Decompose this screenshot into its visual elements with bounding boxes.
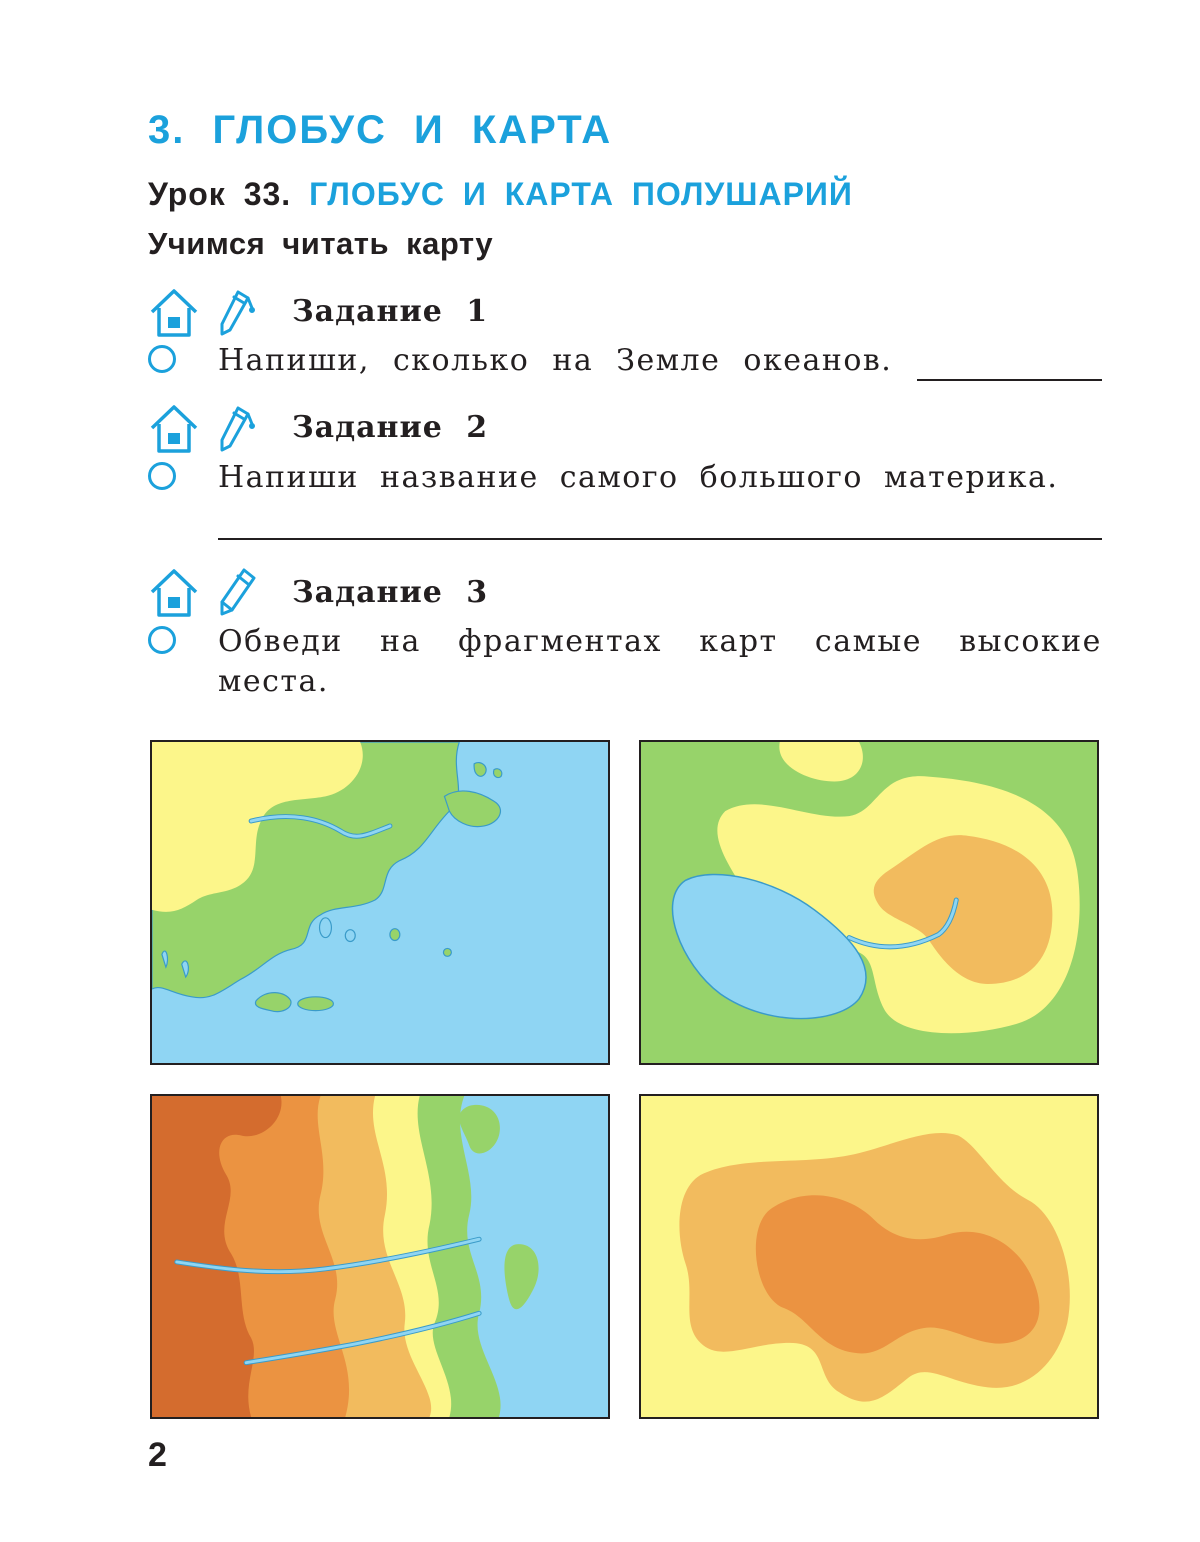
task-3-word: Обведи <box>218 624 343 659</box>
task-2-icons <box>148 402 266 456</box>
task-3-heading: Задание 3 <box>292 575 489 610</box>
task-2-heading: Задание 2 <box>292 410 489 445</box>
task-1-icons <box>148 286 266 340</box>
task-3-word: самые <box>814 624 923 659</box>
map-fragment-mountains <box>150 1094 610 1419</box>
map-fragment-lake <box>639 740 1099 1065</box>
task-3-icons <box>148 566 266 620</box>
lesson-heading <box>148 176 853 213</box>
task-2-text: Напиши название самого большого материка. <box>218 460 1059 495</box>
chapter-title: 3. ГЛОБУС И КАРТА <box>148 108 613 152</box>
task-3-text-line1 <box>218 624 1102 659</box>
pencil-icon <box>222 570 254 614</box>
task-3-word: карт <box>699 624 778 659</box>
map-fragment-upland <box>639 1094 1099 1419</box>
task-2-checkbox[interactable] <box>148 462 176 490</box>
house-icon <box>152 407 196 451</box>
task-3-word: высокие <box>959 624 1102 659</box>
task-3-word: фрагментах <box>458 624 662 659</box>
task-1-answer-line[interactable] <box>917 379 1102 381</box>
lesson-title: ГЛОБУС И КАРТА ПОЛУШАРИЙ <box>309 176 853 212</box>
task-3-word: на <box>380 624 421 659</box>
house-icon <box>152 571 196 615</box>
task-3-text-line2: места. <box>218 664 329 699</box>
pen-icon <box>222 408 254 450</box>
task-2-answer-line[interactable] <box>218 538 1102 540</box>
task-1-heading: Задание 1 <box>292 294 489 329</box>
map-fragment-coast <box>150 740 610 1065</box>
task-1-checkbox[interactable] <box>148 345 176 373</box>
lesson-number: Урок 33. <box>148 176 292 212</box>
task-1-text: Напиши, сколько на Земле океанов. <box>218 343 893 378</box>
page-number: 2 <box>148 1436 167 1474</box>
task-3-checkbox[interactable] <box>148 626 176 654</box>
section-subtitle: Учимся читать карту <box>148 226 494 261</box>
pen-icon <box>222 292 254 334</box>
house-icon <box>152 291 196 335</box>
